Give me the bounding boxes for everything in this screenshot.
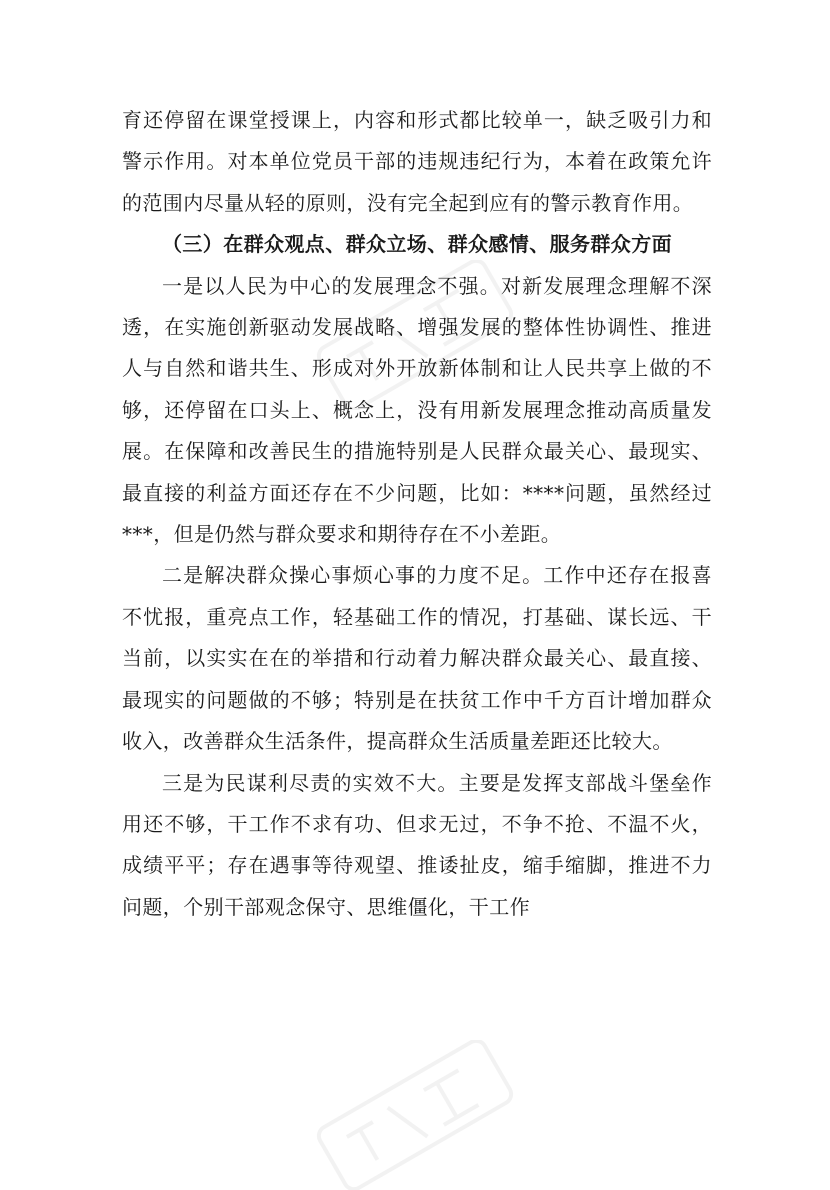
paragraph-solve-concerns: 二是解决群众操心事烦心事的力度不足。工作中还存在报喜不忧报，重亮点工作，轻基础工作的情况，打基础、谋长远、干当前，以实实在在的举措和行动着力解决群众最关心、最直接、最现实的问题做的不够；特别是在扶贫工作中千方百计增加群众收入，改善群众生活条件，提高群众生活质量差距还比较大。 (122, 563, 712, 754)
paragraph-continuation: 育还停留在课堂授课上，内容和形式都比较单一，缺乏吸引力和警示作用。对本单位党员干部的违规违纪行为，本着在政策允许的范围内尽量从轻的原则，没有完全起到应有的警示教育作用。 (122, 108, 712, 215)
document-body (122, 100, 712, 928)
section-heading: （三）在群众观点、群众立场、群众感情、服务群众方面 (162, 232, 672, 257)
watermark-logo-icon (300, 1040, 530, 1190)
paragraph-serve-people: 三是为民谋利尽责的实效不大。主要是发挥支部战斗堡垒作用还不够，干工作不求有功、但求无过，不争不抢、不温不火，成绩平平；存在遇事等待观望、推诿扯皮，缩手缩脚，推进不力问题，个别干部观念保守、思维僵化，干工作 (122, 770, 712, 919)
paragraph-people-centered: 一是以人民为中心的发展理念不强。对新发展理念理解不深透，在实施创新驱动发展战略、增强发展的整体性协调性、推进人与自然和谐共生、形成对外开放新体制和让人民共享上做的不够，还停留在口头上、概念上，没有用新发展理念推动高质量发展。在保障和改善民生的措施特别是人民群众最关心、最现实、最直接的利益方面还存在不少问题，比如：****问题，虽然经过***，但是仍然与群众要求和期待存在不小差距。 (122, 273, 712, 547)
